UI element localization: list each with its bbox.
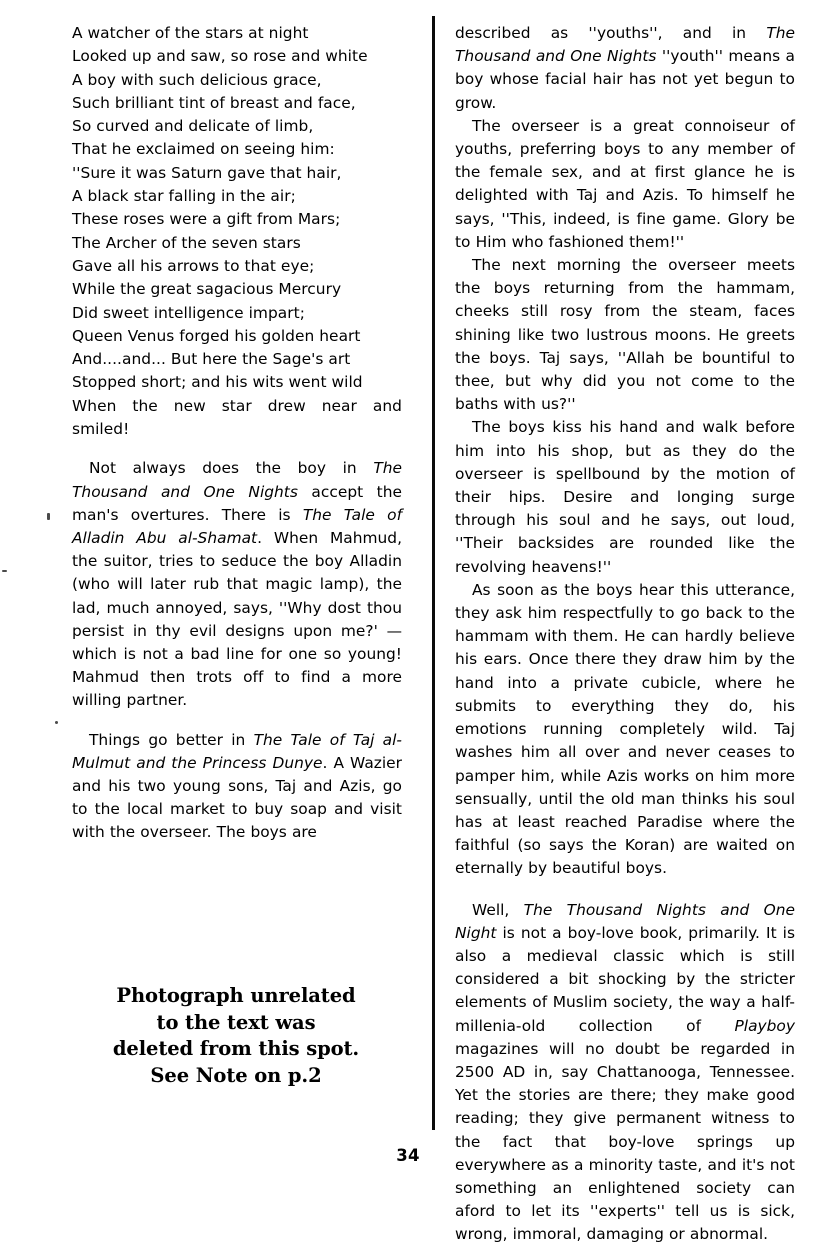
poem-line: smiled! (72, 420, 130, 439)
caption-line: See Note on p.2 (150, 1063, 322, 1087)
text-run: As soon as the boys hear this utterance, they ask him respectfully to go back to the hammam with them. He can hardly believe his ears. Once there they draw him by the hand into a private cubicle, where he submits to everything they do, his emotions running completely wild. Taj washes him all over and never ceases to pamper him, while Azis works on him more sensually, until the old man thinks his soul has at least reached Paradise where the faithful (so says the Koran) are waited on eternally by beautiful boys. (455, 580, 795, 878)
poem-line: Gave all his arrows to that eye; (72, 256, 315, 275)
poem-line: While the great sagacious Mercury (72, 280, 342, 299)
poem-line: Queen Venus forged his golden heart (72, 326, 361, 345)
poem-line: A black star falling in the air; (72, 187, 296, 206)
italic-title-run: The Thousand and One Nights (72, 459, 402, 501)
left-column (72, 22, 402, 845)
poem-line: That he exclaimed on seeing him: (72, 140, 335, 159)
right-column (455, 22, 795, 1247)
poem-line: ''Sure it was Saturn gave that hair, (72, 163, 342, 182)
text-run: Things go better in (89, 730, 254, 749)
text-run: The next morning the overseer meets the boys returning from the hammam, cheeks still rosy from the steam, faces shining like two lustrous moons. He greets the boys. Taj says, ''Allah be bountiful to thee, but why did you not come to the baths with us?'' (455, 256, 795, 414)
paragraph-next-morning (455, 254, 795, 416)
photo-deleted-caption (66, 983, 406, 1089)
paragraph-not-always (72, 457, 402, 712)
text-run: The overseer is a great connoiseur of youths, preferring boys to any member of the female sex, and at first glance he is delighted with Taj and Azis. To himself he says, ''This, indeed, is fine game. Glory be to Him who fashioned them!'' (455, 116, 795, 251)
text-run: magazines will no doubt be regarded in 2500 AD in, say Chattanooga, Tennessee. Yet the stories are there; they make good reading; they give permanent witness to the fact that boy-love springs up everywhere as a minority taste, and it's not something an enlightened society can aford to let its ''experts'' tell us is sick, wrong, immoral, damaging or abnormal. (455, 1039, 795, 1244)
paragraph-things-go-better (72, 729, 402, 845)
text-run: is not a boy-love book, primarily. It is also a medieval classic which is still considered a bit shocking by the stricter elements of Muslim society, the way a half-millenia-old collection of (455, 923, 795, 1035)
italic-title-run: The Thousand and One Nights (455, 24, 795, 66)
text-run: . A Wazier and his two young sons, Taj and Azis, go to the local market to buy soap and visit with the overseer. The boys are (72, 753, 402, 842)
poem-line: Looked up and saw, so rose and white (72, 47, 368, 66)
scan-artifact-speck (47, 513, 50, 520)
poem-line: Stopped short; and his wits went wild (72, 373, 363, 392)
italic-title-run: The Tale of Alladin Abu al-Shamat (72, 505, 403, 547)
text-run: described as ''youths'', and in (455, 24, 767, 42)
text-run: . When Mahmud, the suitor, tries to seduce the boy Alladin (who will later rub that magic lamp), the lad, much annoyed, says, ''Why dost thou persist in thy evil designs upon me?' — which is not a bad line for one so young! Mahmud then trots off to find a more willing partner. (72, 528, 402, 710)
scan-artifact-speck (55, 721, 58, 724)
poem-line: Did sweet intelligence impart; (72, 303, 305, 322)
italic-title-run: The Tale of Taj al-Mulmut and the Princess Dunye (72, 730, 402, 772)
caption-line: to the text was (156, 1010, 316, 1034)
poem-block (72, 22, 402, 441)
poem-line: These roses were a gift from Mars; (72, 210, 341, 229)
paragraph-overseer-connoiseur (455, 115, 795, 254)
column-divider-rule (432, 16, 435, 1130)
page-number: 34 (396, 1146, 420, 1165)
text-run: Not always does the boy in (89, 459, 374, 478)
italic-title-run: The Thousand Nights and One Night (455, 900, 795, 942)
paragraph-described-as-youths (455, 22, 795, 115)
poem-line: A watcher of the stars at night (72, 24, 309, 42)
left-column-prose (72, 457, 402, 844)
poem-line: A boy with such delicious grace, (72, 70, 322, 89)
poem-line: When the new star drew near and (72, 396, 402, 415)
paragraph-well-conclusion (455, 899, 795, 1247)
paragraph-boys-kiss-hand (455, 416, 795, 578)
caption-line: Photograph unrelated (116, 984, 356, 1007)
poem-line: So curved and delicate of limb, (72, 117, 314, 136)
poem-line: And....and... But here the Sage's art (72, 350, 351, 369)
text-run: accept the man's overtures. There is (72, 482, 402, 524)
caption-line: deleted from this spot. (112, 1037, 360, 1060)
poem-line: Such brilliant tint of breast and face, (72, 93, 356, 112)
text-run: Well, (472, 900, 524, 919)
text-run: ''youth'' means a boy whose facial hair has not yet begun to grow. (455, 47, 795, 112)
italic-title-run: Playboy (734, 1016, 795, 1035)
text-run: The boys kiss his hand and walk before him into his shop, but as they do the overseer is spellbound by the motion of their hips. Desire and longing surge through his soul and he says, out loud, ''Their backsides are rounded like the revolving heavens!'' (455, 418, 795, 576)
scan-artifact-speck (2, 570, 7, 572)
paragraph-as-soon-as (455, 579, 795, 881)
poem-line: The Archer of the seven stars (72, 233, 301, 252)
